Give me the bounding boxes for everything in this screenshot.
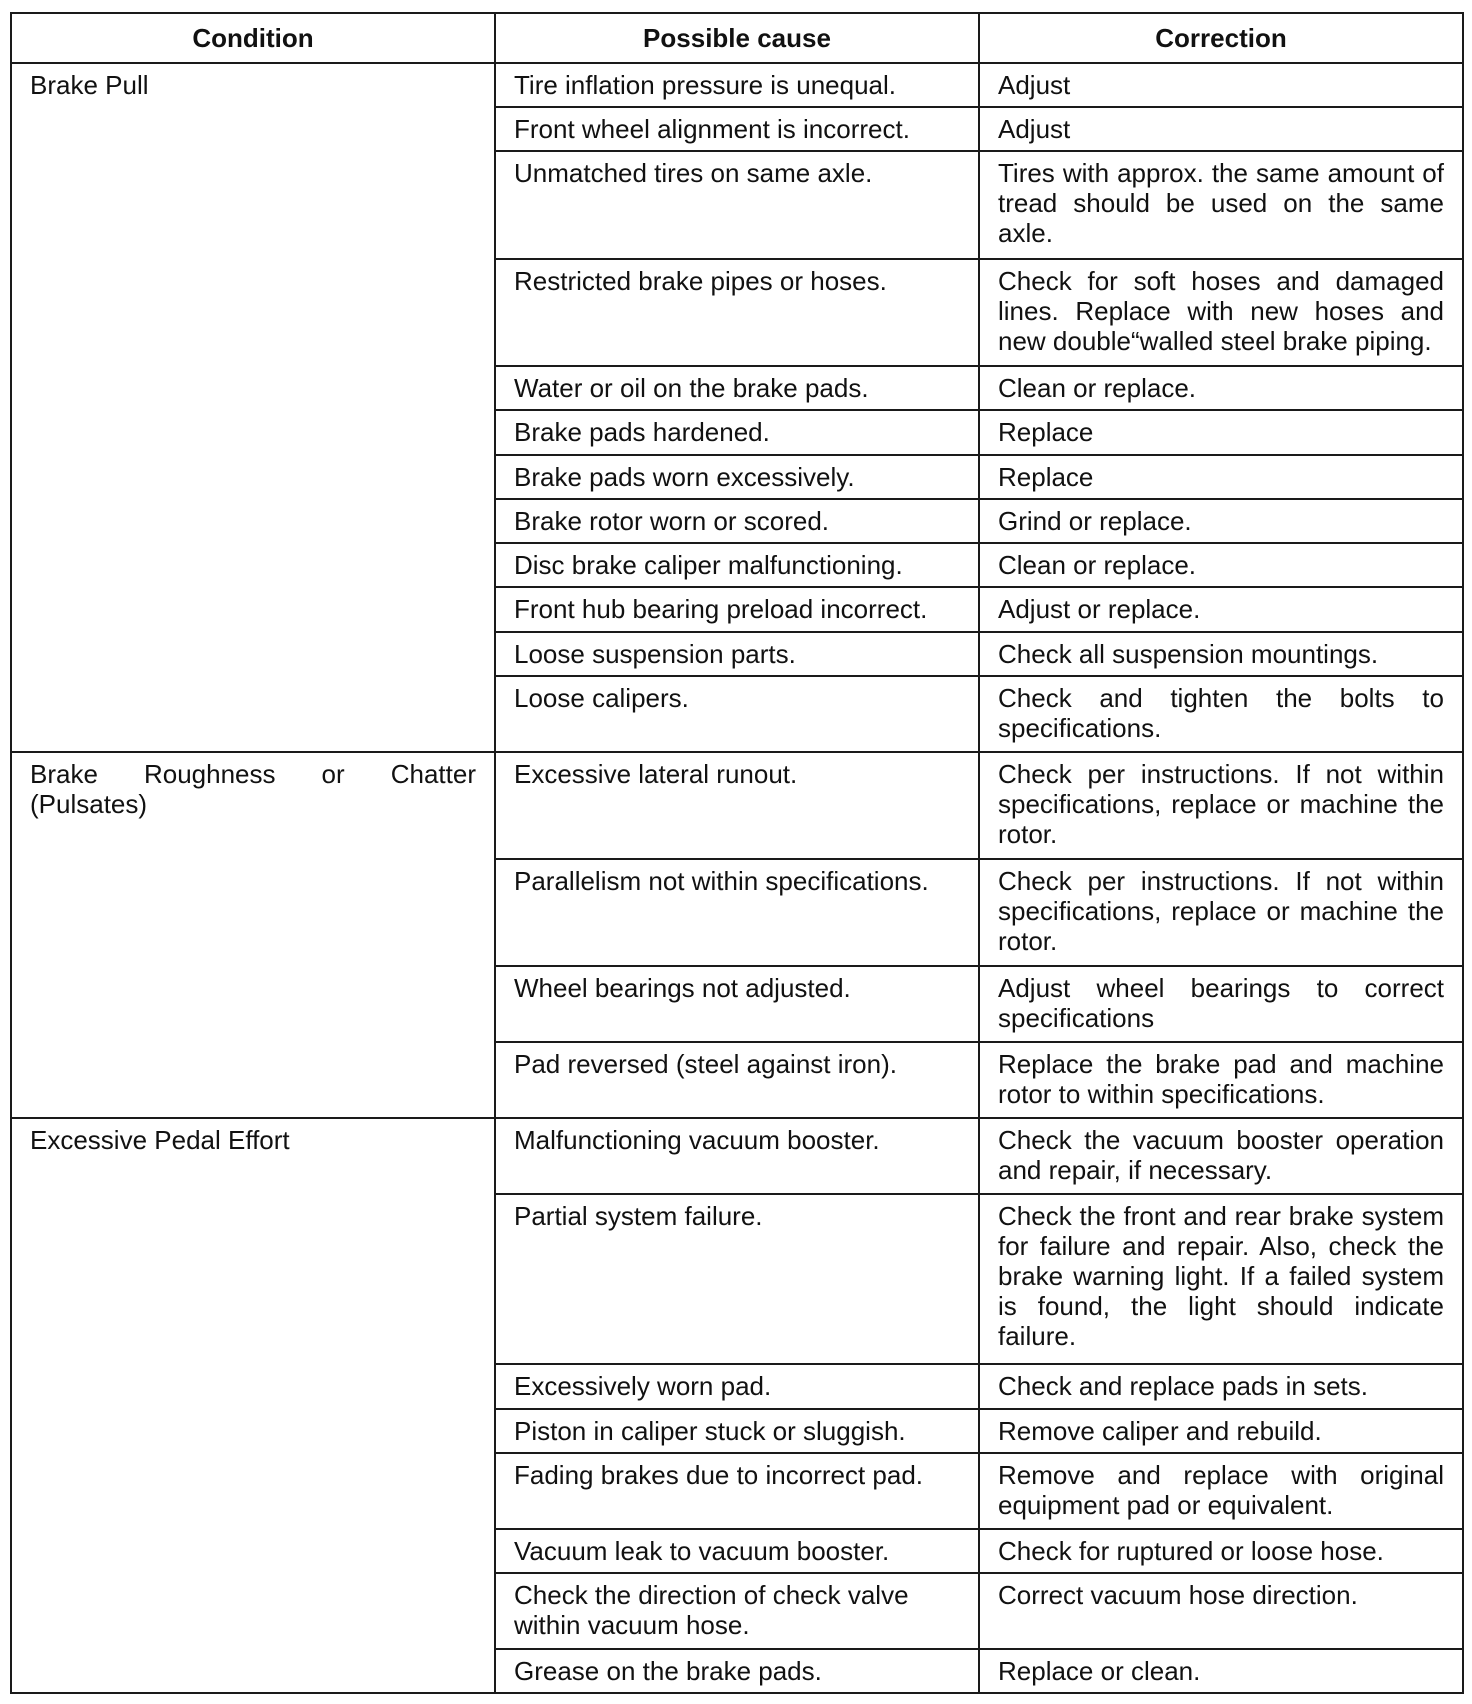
cause-cell: Brake rotor worn or scored. bbox=[495, 499, 979, 543]
cause-cell: Unmatched tires on same axle. bbox=[495, 151, 979, 258]
condition-brake-roughness-or-chatter-pulsates: Brake Roughness or Chatter (Pulsates) bbox=[11, 752, 495, 1118]
cause-cell: Check the direction of check valve within vacuum hose. bbox=[495, 1573, 979, 1649]
correction-cell: Adjust or replace. bbox=[979, 587, 1463, 631]
cause-cell: Front hub bearing preload incorrect. bbox=[495, 587, 979, 631]
header-correction: Correction bbox=[979, 13, 1463, 63]
cause-cell: Pad reversed (steel against iron). bbox=[495, 1042, 979, 1118]
correction-cell: Adjust bbox=[979, 63, 1463, 107]
cause-cell: Partial system failure. bbox=[495, 1194, 979, 1365]
cause-cell: Excessive lateral runout. bbox=[495, 752, 979, 859]
cause-cell: Fading brakes due to incorrect pad. bbox=[495, 1453, 979, 1529]
cause-cell: Grease on the brake pads. bbox=[495, 1649, 979, 1693]
cause-cell: Piston in caliper stuck or sluggish. bbox=[495, 1409, 979, 1453]
correction-cell: Clean or replace. bbox=[979, 543, 1463, 587]
correction-cell: Check the vacuum booster operation and repair, if necessary. bbox=[979, 1118, 1463, 1194]
correction-cell: Replace bbox=[979, 455, 1463, 499]
correction-cell: Replace the brake pad and machine rotor to within specifications. bbox=[979, 1042, 1463, 1118]
table-row bbox=[11, 752, 1463, 859]
cause-cell: Malfunctioning vacuum booster. bbox=[495, 1118, 979, 1194]
correction-cell: Check per instructions. If not within specifications, replace or machine the rotor. bbox=[979, 752, 1463, 859]
cause-cell: Loose suspension parts. bbox=[495, 632, 979, 676]
cause-cell: Vacuum leak to vacuum booster. bbox=[495, 1529, 979, 1573]
correction-cell: Check all suspension mountings. bbox=[979, 632, 1463, 676]
condition-brake-pull: Brake Pull bbox=[11, 63, 495, 752]
cause-cell: Brake pads hardened. bbox=[495, 410, 979, 454]
cause-cell: Wheel bearings not adjusted. bbox=[495, 966, 979, 1042]
correction-cell: Replace bbox=[979, 410, 1463, 454]
cause-cell: Restricted brake pipes or hoses. bbox=[495, 259, 979, 366]
table-row bbox=[11, 1118, 1463, 1194]
header-row bbox=[11, 13, 1463, 63]
cause-cell: Front wheel alignment is incorrect. bbox=[495, 107, 979, 151]
table-header bbox=[11, 13, 1463, 63]
correction-cell: Check and tighten the bolts to specifications. bbox=[979, 676, 1463, 752]
cause-cell: Parallelism not within specifications. bbox=[495, 859, 979, 966]
correction-cell: Tires with approx. the same amount of tread should be used on the same axle. bbox=[979, 151, 1463, 258]
troubleshooting-table bbox=[10, 12, 1464, 1694]
cause-cell: Loose calipers. bbox=[495, 676, 979, 752]
correction-cell: Adjust wheel bearings to correct specifications bbox=[979, 966, 1463, 1042]
cause-cell: Disc brake caliper malfunctioning. bbox=[495, 543, 979, 587]
header-possible-cause: Possible cause bbox=[495, 13, 979, 63]
cause-cell: Water or oil on the brake pads. bbox=[495, 366, 979, 410]
correction-cell: Replace or clean. bbox=[979, 1649, 1463, 1693]
correction-cell: Clean or replace. bbox=[979, 366, 1463, 410]
correction-cell: Check for soft hoses and damaged lines. Replace with new hoses and new double“walled steel brake piping. bbox=[979, 259, 1463, 366]
correction-cell: Check for ruptured or loose hose. bbox=[979, 1529, 1463, 1573]
correction-cell: Remove and replace with original equipment pad or equivalent. bbox=[979, 1453, 1463, 1529]
table-row bbox=[11, 63, 1463, 107]
cause-cell: Tire inflation pressure is unequal. bbox=[495, 63, 979, 107]
cause-cell: Brake pads worn excessively. bbox=[495, 455, 979, 499]
correction-cell: Adjust bbox=[979, 107, 1463, 151]
correction-cell: Remove caliper and rebuild. bbox=[979, 1409, 1463, 1453]
correction-cell: Check per instructions. If not within specifications, replace or machine the rotor. bbox=[979, 859, 1463, 966]
correction-cell: Correct vacuum hose direction. bbox=[979, 1573, 1463, 1649]
header-condition: Condition bbox=[11, 13, 495, 63]
correction-cell: Check the front and rear brake system for failure and repair. Also, check the brake warning light. If a failed system is found, the light should indicate failure. bbox=[979, 1194, 1463, 1365]
condition-excessive-pedal-effort: Excessive Pedal Effort bbox=[11, 1118, 495, 1693]
cause-cell: Excessively worn pad. bbox=[495, 1364, 979, 1408]
correction-cell: Check and replace pads in sets. bbox=[979, 1364, 1463, 1408]
correction-cell: Grind or replace. bbox=[979, 499, 1463, 543]
table-body bbox=[11, 63, 1463, 1693]
